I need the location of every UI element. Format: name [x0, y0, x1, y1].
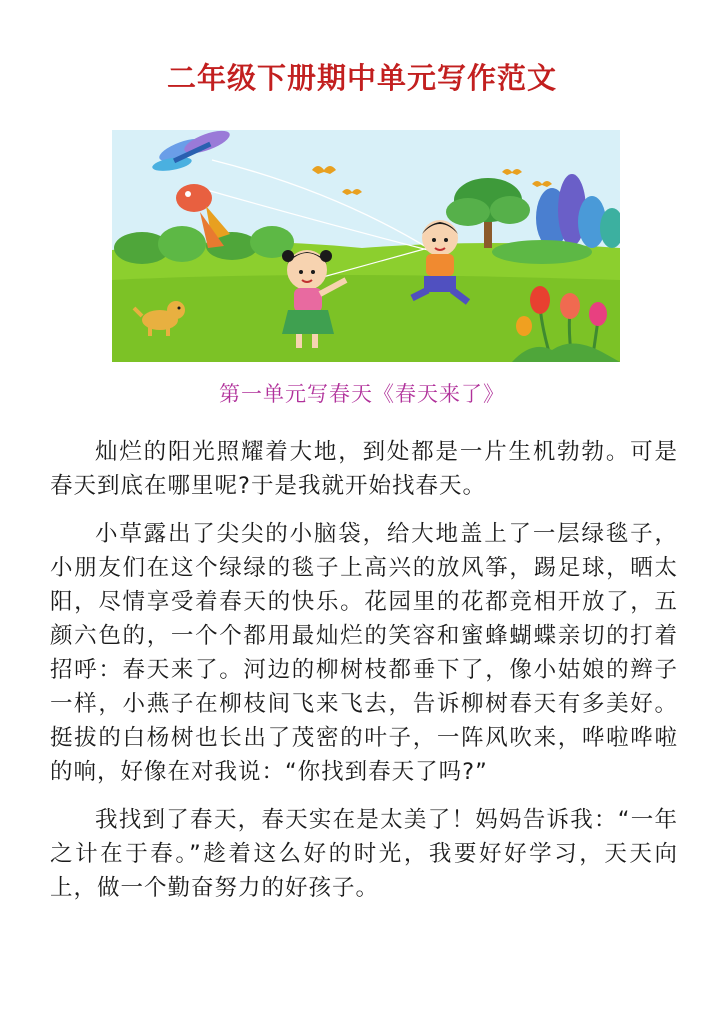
- essay-body: [50, 435, 678, 919]
- essay-subtitle: 第一单元写春天《春天来了》: [219, 382, 505, 406]
- essay-paragraph: 我找到了春天，春天实在是太美了！妈妈告诉我：“一年之计在于春。”趁着这么好的时光，我要好好学习，天天向上，做一个勤奋努力的好孩子。: [50, 807, 678, 901]
- page-title: 二年级下册期中单元写作范文: [166, 61, 557, 95]
- essay-paragraph: 小草露出了尖尖的小脑袋，给大地盖上了一层绿毯子，小朋友们在这个绿绿的毯子上高兴的放风筝，踢足球，晒太阳，尽情享受着春天的快乐。花园里的花都竞相开放了，五颜六色的，一个个都用最灿烂的笑容和蜜蜂蝴蝶亲切的打着招呼：春天来了。河边的柳树枝都垂下了，像小姑娘的辫子一样，小燕子在柳枝间飞来飞去，告诉柳树春天有多美好。挺拔的白杨树也长出了茂密的叶子，一阵风吹来，哗啦哗啦的响，好像在对我说：“你找到春天了吗?”: [50, 521, 678, 785]
- essay-paragraph: 灿烂的阳光照耀着大地，到处都是一片生机勃勃。可是春天到底在哪里呢?于是我就开始找春天。: [50, 439, 678, 499]
- spring-kite-illustration: [112, 130, 620, 362]
